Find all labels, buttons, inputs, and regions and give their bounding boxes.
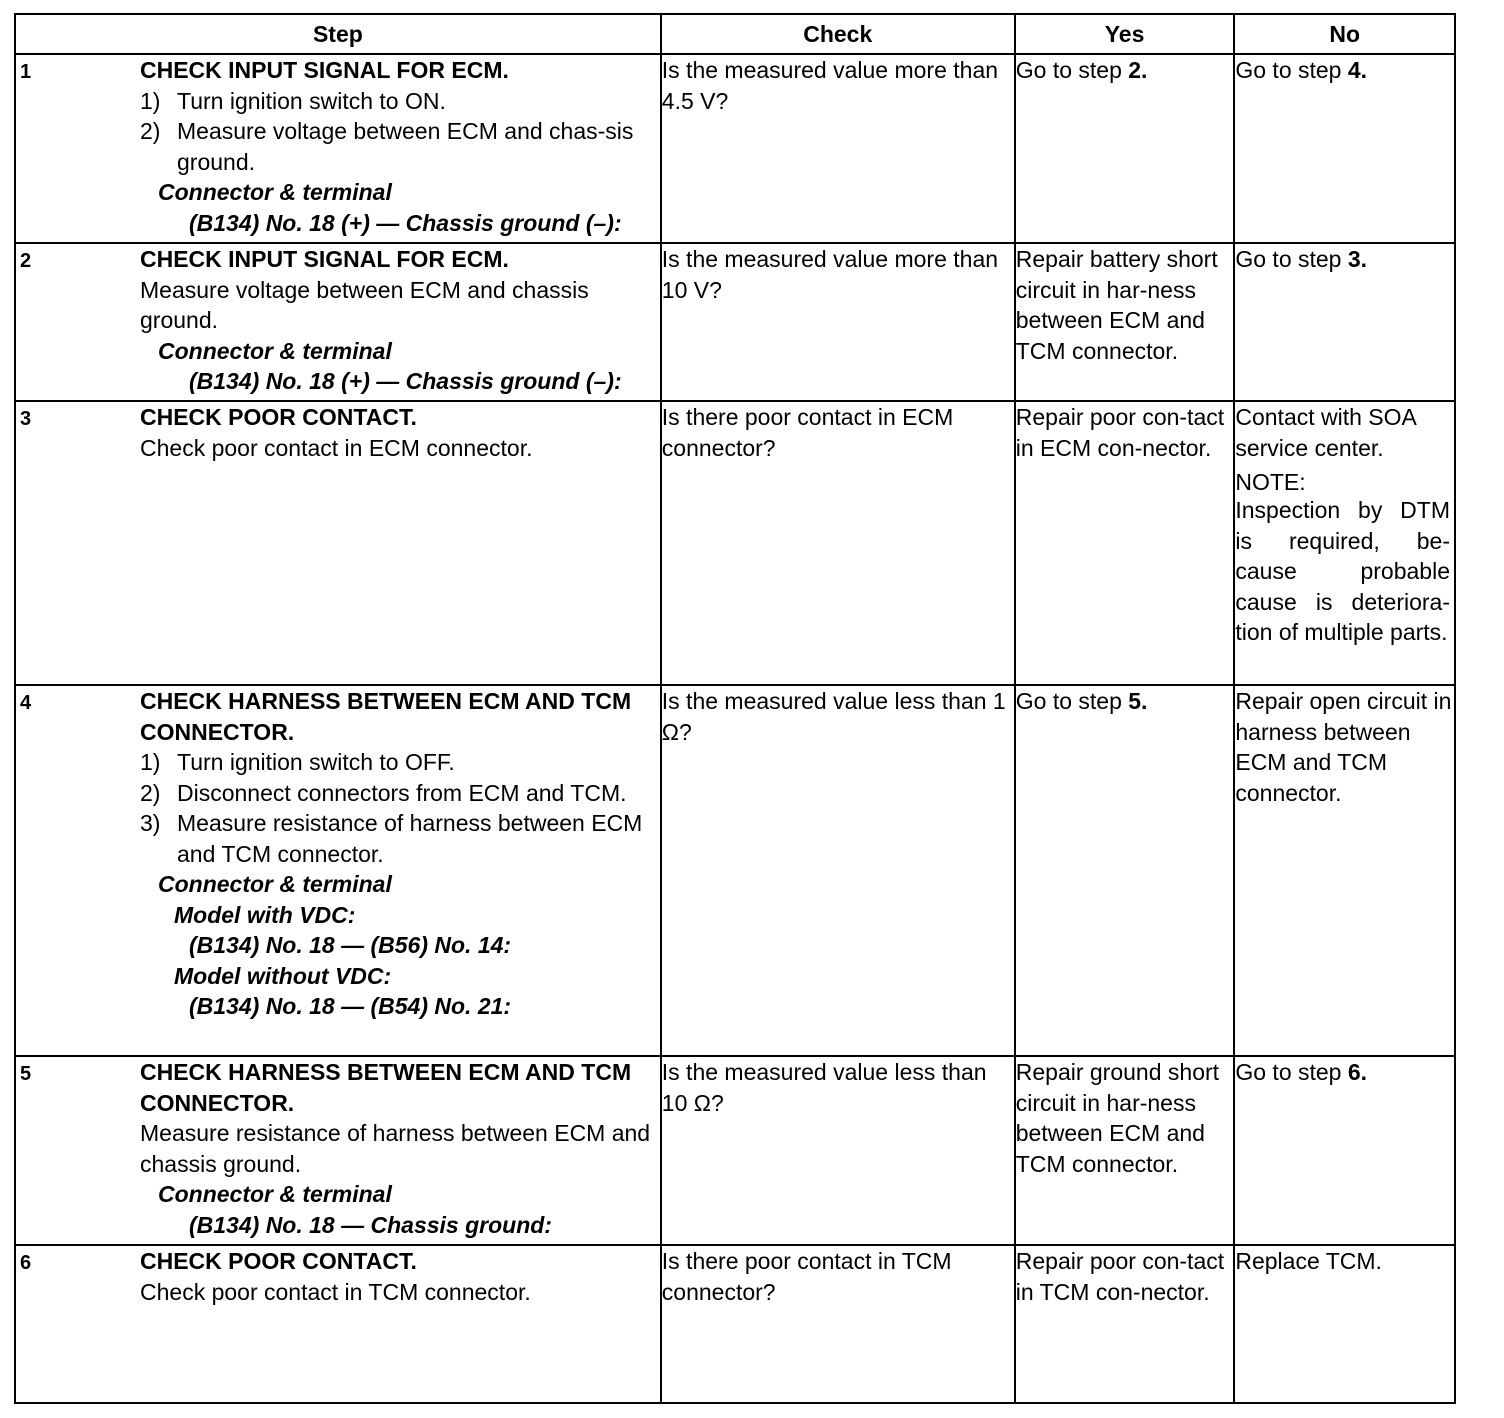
table-row [15, 1245, 1455, 1403]
list-item: 1) Turn ignition switch to ON. [140, 87, 446, 114]
step-cell [15, 685, 661, 1056]
step-cell [15, 1245, 661, 1403]
connector-heading: Connector & terminal [158, 871, 392, 897]
check-cell: Is the measured value more than 10 V? [661, 243, 1015, 401]
connector-value: (B134) No. 18 — (B54) No. 21: [189, 993, 512, 1019]
list-item: 2) Disconnect connectors from ECM and TCM. [140, 779, 627, 806]
table-row [15, 54, 1455, 243]
connector-heading: Connector & terminal [158, 337, 392, 364]
header-check: Check [661, 14, 1015, 54]
step-number: 5 [20, 1063, 32, 1085]
connector-value: (B134) No. 18 — Chassis ground: [189, 1211, 552, 1238]
step-description: Measure voltage between ECM and chassis ground. [140, 276, 589, 333]
check-cell: Is the measured value more than 4.5 V? [661, 54, 1015, 243]
list-item: 3) Measure resistance of harness between ECM and TCM connector. [140, 810, 643, 867]
step-cell [15, 54, 661, 243]
no-cell: Go to step 6. [1234, 1056, 1455, 1245]
step-cell [15, 401, 661, 685]
no-cell [1234, 401, 1455, 685]
step-cell [15, 243, 661, 401]
note-text: Inspection by DTM is required, be-cause probable cause is deteriora-tion of multiple parts. [1235, 497, 1450, 645]
step-title: CHECK INPUT SIGNAL FOR ECM. [140, 57, 509, 83]
no-cell: Go to step 4. [1234, 54, 1455, 243]
step-description: Check poor contact in ECM connector. [140, 434, 533, 461]
step-description: Check poor contact in TCM connector. [140, 1278, 531, 1305]
connector-value: (B134) No. 18 — (B56) No. 14: [189, 932, 512, 958]
header-no: No [1234, 14, 1455, 54]
header-yes: Yes [1015, 14, 1235, 54]
step-number: 3 [20, 408, 32, 430]
yes-cell: Go to step 5. [1015, 685, 1235, 1056]
connector-heading: Connector & terminal [158, 1181, 392, 1207]
note-label: NOTE: [1235, 469, 1306, 495]
step-cell [15, 1056, 661, 1245]
check-cell: Is there poor contact in TCM connector? [661, 1245, 1015, 1403]
no-cell: Repair open circuit in harness between ECM and TCM connector. [1234, 685, 1455, 1056]
model-with-vdc: Model with VDC: [174, 901, 356, 928]
step-number: 6 [20, 1252, 32, 1274]
step-title: CHECK INPUT SIGNAL FOR ECM. [140, 246, 509, 272]
check-cell: Is there poor contact in ECM connector? [661, 401, 1015, 685]
step-description: Measure resistance of harness between ECM and chassis ground. [140, 1120, 651, 1177]
step-number: 2 [20, 250, 32, 272]
check-cell: Is the measured value less than 1 Ω? [661, 685, 1015, 1056]
no-text: Contact with SOA service center. [1235, 404, 1416, 461]
list-item: 1) Turn ignition switch to OFF. [140, 749, 455, 775]
check-cell: Is the measured value less than 10 Ω? [661, 1056, 1015, 1245]
header-step: Step [15, 14, 661, 54]
yes-cell: Repair poor con-tact in TCM con-nector. [1015, 1245, 1235, 1403]
table-row [15, 243, 1455, 401]
connector-value: (B134) No. 18 (+) — Chassis ground (–): [189, 209, 622, 236]
diagnostic-table [14, 13, 1456, 1404]
table-row [15, 401, 1455, 685]
connector-value: (B134) No. 18 (+) — Chassis ground (–): [189, 368, 622, 394]
no-cell: Replace TCM. [1234, 1245, 1455, 1403]
model-without-vdc: Model without VDC: [174, 962, 392, 989]
table-row [15, 685, 1455, 1056]
yes-cell: Repair battery short circuit in har-ness between ECM and TCM connector. [1015, 243, 1235, 401]
yes-cell: Go to step 2. [1015, 54, 1235, 243]
step-title: CHECK HARNESS BETWEEN ECM AND TCM CONNECTOR. [140, 1059, 632, 1116]
connector-heading: Connector & terminal [158, 179, 392, 205]
step-title: CHECK POOR CONTACT. [140, 404, 417, 430]
step-title: CHECK POOR CONTACT. [140, 1248, 417, 1274]
step-number: 1 [20, 61, 32, 83]
header-row [15, 14, 1455, 54]
step-title: CHECK HARNESS BETWEEN ECM AND TCM CONNECTOR. [140, 688, 632, 745]
yes-cell: Repair ground short circuit in har-ness between ECM and TCM connector. [1015, 1056, 1235, 1245]
no-cell: Go to step 3. [1234, 243, 1455, 401]
list-item: 2) Measure voltage between ECM and chas-sis ground. [140, 118, 634, 175]
step-number: 4 [20, 692, 32, 714]
table-row [15, 1056, 1455, 1245]
yes-cell: Repair poor con-tact in ECM con-nector. [1015, 401, 1235, 685]
